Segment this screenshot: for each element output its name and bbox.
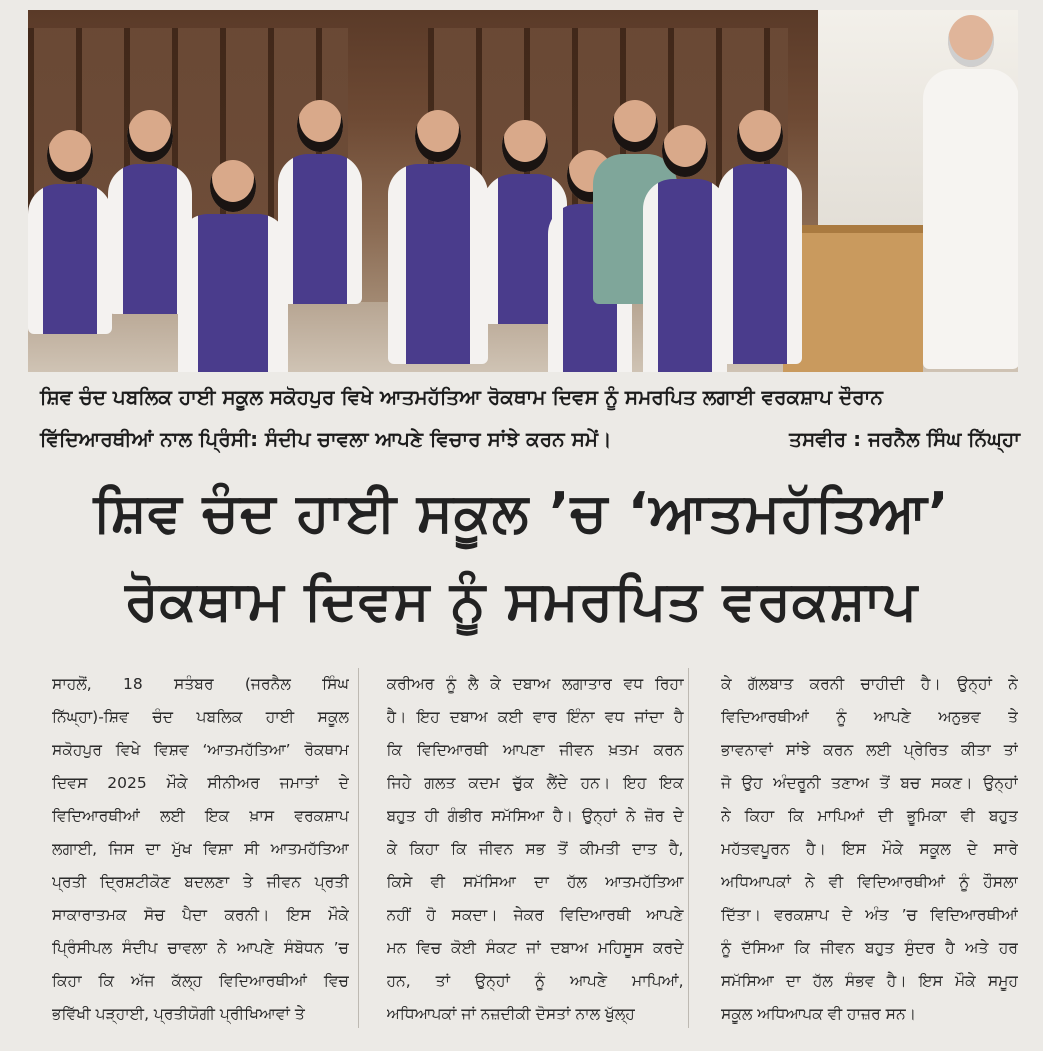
student-figure xyxy=(278,100,362,304)
article-line: ਜਿਹੇ ਗਲਤ ਕਦਮ ਚੁੱਕ ਲੈਂਦੇ ਹਨ। ਇਹ ਇਕ xyxy=(386,774,684,792)
article-column-1 xyxy=(52,668,349,1038)
article-line: ਜੋ ਉਹ ਅੰਦਰੂਨੀ ਤਣਾਅ ਤੋਂ ਬਚ ਸਕਣ। ਉਨ੍ਹਾਂ xyxy=(721,774,1018,792)
article-line: ਕਿ ਵਿਦਿਆਰਥੀ ਆਪਣਾ ਜੀਵਨ ਖ਼ਤਮ ਕਰਨ xyxy=(386,741,684,759)
article-line: ਵਿਦਿਆਰਥੀਆਂ ਨੂੰ ਆਪਣੇ ਅਨੁਭਵ ਤੇ xyxy=(721,708,1018,726)
article-line: ਸਾਹਲੋਂ, 18 ਸਤੰਬਰ (ਜਰਨੈਲ ਸਿੰਘ xyxy=(52,675,349,693)
article-line: ਹੈ। ਇਹ ਦਬਾਅ ਕਈ ਵਾਰ ਇੰਨਾ ਵਧ ਜਾਂਦਾ ਹੈ xyxy=(386,708,684,726)
article-line: ਕੇ ਗੱਲਬਾਤ ਕਰਨੀ ਚਾਹੀਦੀ ਹੈ। ਉਨ੍ਹਾਂ ਨੇ xyxy=(721,675,1018,693)
photo-credit: ਤਸਵੀਰ : ਜਰਨੈਲ ਸਿੰਘ ਨਿੱਘ੍ਹਾ xyxy=(789,427,1020,451)
article-line: ਵਿਦਿਆਰਥੀਆਂ ਲਈ ਇਕ ਖ਼ਾਸ ਵਰਕਸ਼ਾਪ xyxy=(52,807,349,825)
article-line: ਪ੍ਰਤੀ ਦ੍ਰਿਸ਼ਟੀਕੋਣ ਬਦਲਣਾ ਤੇ ਜੀਵਨ ਪ੍ਰਤੀ xyxy=(52,873,349,891)
article-line: ਸਕੋਹਪੁਰ ਵਿਖੇ ਵਿਸ਼ਵ ‘ਆਤਮਹੱਤਿਆ’ ਰੋਕਥਾਮ xyxy=(52,741,349,759)
news-photo xyxy=(28,10,1018,372)
student-figure xyxy=(388,110,488,364)
article-line: ਲਗਾਈ, ਜਿਸ ਦਾ ਮੁੱਖ ਵਿਸ਼ਾ ਸੀ ਆਤਮਹੱਤਿਆ xyxy=(52,840,349,858)
article-line: ਸਕੂਲ ਅਧਿਆਪਕ ਵੀ ਹਾਜ਼ਰ ਸਨ। xyxy=(721,1005,917,1023)
article-line: ਕਿਹਾ ਕਿ ਅੱਜ ਕੱਲ੍ਹ ਵਿਦਿਆਰਥੀਆਂ ਵਿਚ xyxy=(52,972,349,990)
principal-figure xyxy=(923,15,1018,369)
article-line: ਪ੍ਰਿੰਸੀਪਲ ਸੰਦੀਪ ਚਾਵਲਾ ਨੇ ਆਪਣੇ ਸੰਬੋਧਨ ’ਚ xyxy=(52,939,349,957)
student-figure xyxy=(178,160,288,372)
article-line: ਅਧਿਆਪਕਾਂ ਜਾਂ ਨਜ਼ਦੀਕੀ ਦੋਸਤਾਂ ਨਾਲ ਖੁੱਲ੍ਹ xyxy=(386,1005,635,1023)
article-line: ਨੂੰ ਦੱਸਿਆ ਕਿ ਜੀਵਨ ਬਹੁਤ ਸੁੰਦਰ ਹੈ ਅਤੇ ਹਰ xyxy=(721,939,1018,957)
article-body xyxy=(52,668,1018,1038)
headline-line-1: ਸ਼ਿਵ ਚੰਦ ਹਾਈ ਸਕੂਲ ’ਚ ‘ਆਤਮਹੱਤਿਆ’ xyxy=(93,481,950,544)
article-line: ਅਧਿਆਪਕਾਂ ਨੇ ਵੀ ਵਿਦਿਆਰਥੀਆਂ ਨੂੰ ਹੌਸਲਾ xyxy=(721,873,1018,891)
article-line: ਕਰੀਅਰ ਨੂੰ ਲੈ ਕੇ ਦਬਾਅ ਲਗਾਤਾਰ ਵਧ ਰਿਹਾ xyxy=(386,675,684,693)
article-line: ਭਵਿੱਖੀ ਪੜ੍ਹਾਈ, ਪ੍ਰਤੀਯੋਗੀ ਪ੍ਰੀਖਿਆਵਾਂ ਤੇ xyxy=(52,1005,305,1023)
article-line: ਮਨ ਵਿਚ ਕੋਈ ਸੰਕਟ ਜਾਂ ਦਬਾਅ ਮਹਿਸੂਸ ਕਰਦੇ xyxy=(386,939,684,957)
article-line: ਦਿੱਤਾ। ਵਰਕਸ਼ਾਪ ਦੇ ਅੰਤ ’ਚ ਵਿਦਿਆਰਥੀਆਂ xyxy=(721,906,1018,924)
article-line: ਦਿਵਸ 2025 ਮੌਕੇ ਸੀਨੀਅਰ ਜਮਾਤਾਂ ਦੇ xyxy=(52,774,349,792)
headline-line-2: ਰੋਕਥਾਮ ਦਿਵਸ ਨੂੰ ਸਮਰਪਿਤ ਵਰਕਸ਼ਾਪ xyxy=(125,569,918,632)
article-line: ਨੇ ਕਿਹਾ ਕਿ ਮਾਪਿਆਂ ਦੀ ਭੂਮਿਕਾ ਵੀ ਬਹੁਤ xyxy=(721,807,1018,825)
article-line: ਸਾਕਾਰਾਤਮਕ ਸੋਚ ਪੈਦਾ ਕਰਨੀ। ਇਸ ਮੌਕੇ xyxy=(52,906,349,924)
lectern-desk xyxy=(783,225,923,372)
article-line: ਭਾਵਨਾਵਾਂ ਸਾਂਝੇ ਕਰਨ ਲਈ ਪ੍ਰੇਰਿਤ ਕੀਤਾ ਤਾਂ xyxy=(721,741,1018,759)
student-figure xyxy=(718,110,802,364)
article-line: ਨਹੀਂ ਹੋ ਸਕਦਾ। ਜੇਕਰ ਵਿਦਿਆਰਥੀ ਆਪਣੇ xyxy=(386,906,684,924)
photo-caption-line-2 xyxy=(40,425,1020,453)
student-figure xyxy=(28,130,112,334)
article-line: ਕੇ ਕਿਹਾ ਕਿ ਜੀਵਨ ਸਭ ਤੋਂ ਕੀਮਤੀ ਦਾਤ ਹੈ, xyxy=(386,840,684,858)
article-line: ਹਨ, ਤਾਂ ਉਨ੍ਹਾਂ ਨੂੰ ਆਪਣੇ ਮਾਪਿਆਂ, xyxy=(386,972,684,990)
student-figure xyxy=(643,125,727,372)
article-line: ਨਿੱਘ੍ਹਾ)-ਸ਼ਿਵ ਚੰਦ ਪਬਲਿਕ ਹਾਈ ਸਕੂਲ xyxy=(52,708,349,726)
article-line: ਕਿਸੇ ਵੀ ਸਮੱਸਿਆ ਦਾ ਹੱਲ ਆਤਮਹੱਤਿਆ xyxy=(386,873,684,891)
article-column-3 xyxy=(721,668,1018,1038)
photo-caption-text: ਵਿੱਦਿਆਰਥੀਆਂ ਨਾਲ ਪ੍ਰਿੰਸੀ: ਸੰਦੀਪ ਚਾਵਲਾ ਆਪਣੇ ਵਿਚਾਰ ਸਾਂਝੇ ਕਰਨ ਸਮੇਂ। xyxy=(40,427,612,451)
article-column-2 xyxy=(387,668,684,1038)
article-line: ਸਮੱਸਿਆ ਦਾ ਹੱਲ ਸੰਭਵ ਹੈ। ਇਸ ਮੌਕੇ ਸਮੂਹ xyxy=(721,972,1018,990)
photo-caption-line-1: ਸ਼ਿਵ ਚੰਦ ਪਬਲਿਕ ਹਾਈ ਸਕੂਲ ਸਕੋਹਪੁਰ ਵਿਖੇ ਆਤਮਹੱਤਿਆ ਰੋਕਥਾਮ ਦਿਵਸ ਨੂੰ ਸਮਰਪਿਤ ਲਗਾਈ ਵਰਕਸ਼ਾਪ ਦੌਰਾਨ xyxy=(40,385,883,409)
article-line: ਮਹੱਤਵਪੂਰਨ ਹੈ। ਇਸ ਮੌਕੇ ਸਕੂਲ ਦੇ ਸਾਰੇ xyxy=(721,840,1018,858)
article-line: ਬਹੁਤ ਹੀ ਗੰਭੀਰ ਸਮੱਸਿਆ ਹੈ। ਉਨ੍ਹਾਂ ਨੇ ਜ਼ੋਰ ਦੇ xyxy=(386,807,684,825)
